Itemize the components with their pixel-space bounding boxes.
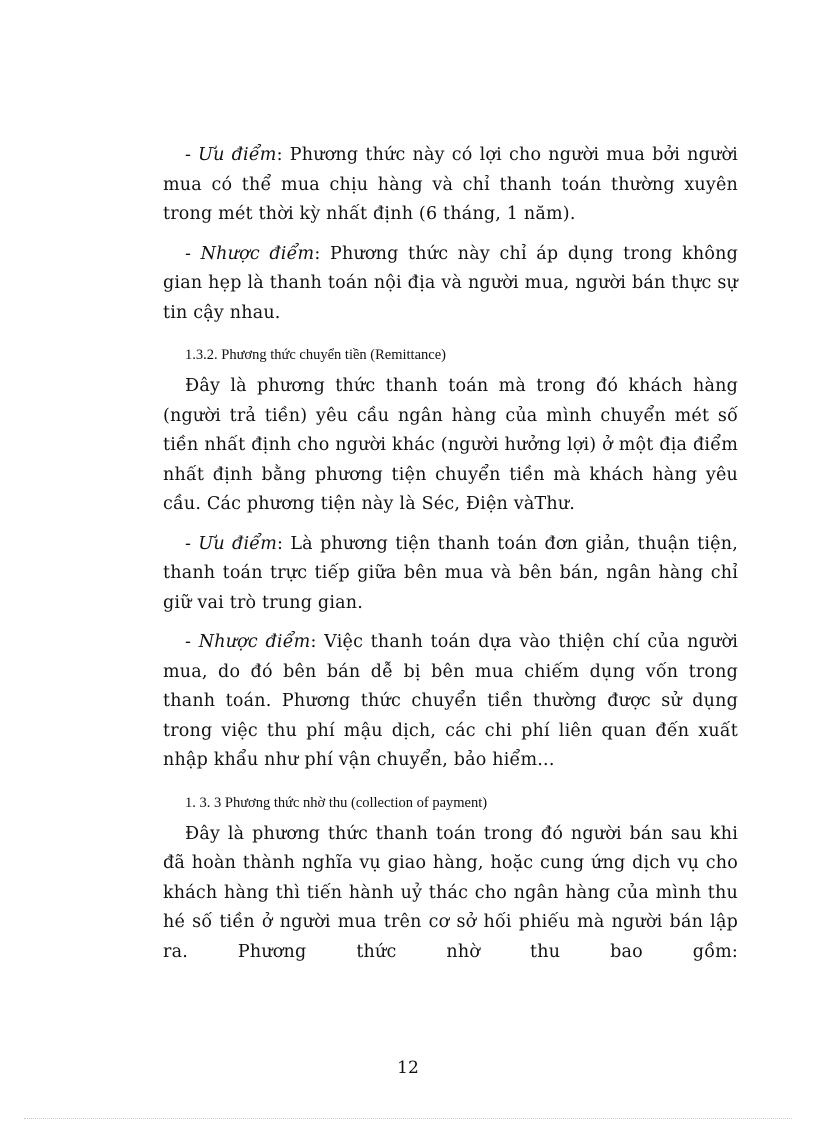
advantages-text: : Là phương tiện thanh toán đơn giản, thuận tiện, thanh toán trực tiếp giữa bên mua và bên bán, ngân hàng chỉ giữ vai trò trung gian. bbox=[163, 533, 738, 613]
page-number: 12 bbox=[397, 1058, 419, 1078]
section-heading-collection: 1. 3. 3 Phương thức nhờ thu (collection of payment) bbox=[185, 794, 488, 811]
advantages-text: : Phương thức này có lợi cho người mua bởi người mua có thể mua chịu hàng và chỉ thanh toán thường xuyên trong mét thời kỳ nhất định (6 tháng, 1 năm). bbox=[163, 145, 738, 224]
disadvantages-text: : Phương thức này chỉ áp dụng trong không gian hẹp là thanh toán nội địa và người mua, người bán thực sự tin cậy nhau. bbox=[163, 243, 738, 323]
page-bottom-divider bbox=[24, 1118, 792, 1119]
paragraph-collection-definition: Đây là phương thức thanh toán trong đó người bán sau khi đã hoàn thành nghĩa vụ giao hàng, hoặc cung ứng dịch vụ cho khách hàng thì tiến hành uỷ thác cho ngân hàng của mình thu hé số tiền ở người mua trên cơ sở hối phiếu mà người bán lập ra. Phương thức nhờ thu bao gồm: bbox=[163, 823, 738, 962]
paragraph-disadvantages-remittance: - Nhược điểm: Việc thanh toán dựa vào thiện chí của người mua, do đó bên bán dễ bị bên mua chiếm dụng vốn trong thanh toán. Phương thức chuyển tiền thường được sử dụng trong việc thu phí mậu dịch, các chi phí liên quan đến xuất nhập khẩu như phí vận chuyển, bảo hiểm... bbox=[163, 632, 738, 770]
advantages-label: Ưu điểm bbox=[198, 145, 277, 165]
document-body bbox=[163, 141, 738, 967]
paragraph-disadvantages-deferred: - Nhược điểm: Phương thức này chỉ áp dụng trong không gian hẹp là thanh toán nội địa và người mua, người bán thực sự tin cậy nhau. bbox=[163, 243, 738, 323]
disadvantages-text: : Việc thanh toán dựa vào thiện chí của người mua, do đó bên bán dễ bị bên mua chiếm dụng vốn trong thanh toán. Phương thức chuyển tiền thường được sử dụng trong việc thu phí mậu dịch, các chi phí liên quan đến xuất nhập khẩu như phí vận chuyển, bảo hiểm... bbox=[163, 632, 738, 770]
paragraph-remittance-definition: Đây là phương thức thanh toán mà trong đó khách hàng (người trả tiền) yêu cầu ngân hàng của mình chuyển mét số tiền nhất định cho người khác (người hưởng lợi) ở một địa điểm nhất định bằng phương tiện chuyển tiền mà khách hàng yêu cầu. Các phương tiện này là Séc, Điện vàThư. bbox=[163, 376, 738, 514]
paragraph-advantages-remittance: - Ưu điểm: Là phương tiện thanh toán đơn giản, thuận tiện, thanh toán trực tiếp giữa bên mua và bên bán, ngân hàng chỉ giữ vai trò trung gian. bbox=[163, 533, 738, 613]
paragraph-advantages-deferred: - Ưu điểm: Phương thức này có lợi cho người mua bởi người mua có thể mua chịu hàng và chỉ thanh toán thường xuyên trong mét thời kỳ nhất định (6 tháng, 1 năm). bbox=[163, 145, 738, 224]
disadvantages-label: Nhược điểm bbox=[198, 632, 311, 652]
advantages-label: Ưu điểm bbox=[198, 533, 278, 554]
section-heading-remittance: 1.3.2. Phương thức chuyển tiền (Remittance) bbox=[185, 347, 446, 363]
disadvantages-label: Nhược điểm bbox=[200, 243, 315, 264]
